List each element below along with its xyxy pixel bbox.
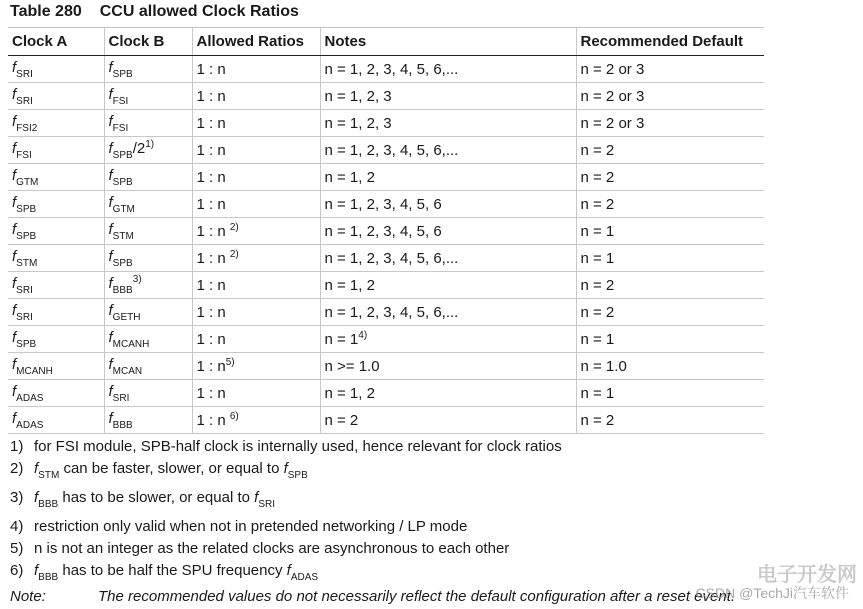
cell-clock-b (104, 353, 192, 380)
cell-allowed-ratio (192, 218, 320, 245)
cell-clock-b (104, 83, 192, 110)
cell-notes (320, 191, 576, 218)
ratio-text: 1 : n (196, 141, 226, 159)
ratio-text: 1 : n (196, 195, 226, 213)
cell-clock-b (104, 245, 192, 272)
notes-text: n = 1, 2 (324, 168, 375, 186)
footnote-item (10, 458, 562, 487)
ratio-text: 1 : n (196, 303, 226, 321)
ratio-text: 1 : n (196, 60, 226, 78)
footnote-number: 4) (10, 518, 24, 535)
footnote-text (34, 560, 318, 589)
clock-b-symbol: f (108, 166, 113, 184)
clock-a-symbol: f (12, 301, 17, 319)
clock-b-subscript: FSI (112, 122, 129, 134)
notes-text: n = 1, 2, 3, 4, 5, 6,... (324, 141, 459, 159)
clock-b-subscript: MCANH (112, 338, 150, 350)
clock-b-subscript: STM (112, 230, 134, 242)
cell-notes (320, 110, 576, 137)
clock-a-symbol: f (12, 139, 17, 157)
clock-a-subscript: FSI (16, 149, 32, 161)
clock-a-subscript: GTM (16, 176, 39, 188)
clock-b-subscript: SRI (112, 392, 130, 404)
ratio-text: 1 : n (196, 250, 230, 267)
footnote-subscript: BBB (38, 572, 59, 583)
ratio-text: 1 : n (196, 384, 226, 402)
notes-text: n = 1, 2 (324, 384, 375, 402)
footnote-number: 1) (10, 438, 24, 455)
footnote-symbol: f (34, 562, 39, 579)
cell-notes (320, 83, 576, 110)
clock-a-symbol: f (12, 193, 17, 211)
table-row (8, 326, 764, 353)
cell-notes (320, 245, 576, 272)
notes-footnote-ref: 4) (358, 330, 368, 341)
table-row (8, 56, 764, 83)
cell-allowed-ratio (192, 245, 320, 272)
cell-clock-b (104, 191, 192, 218)
clock-a-subscript: SPB (16, 230, 37, 242)
cell-allowed-ratio (192, 407, 320, 434)
cell-clock-a (8, 353, 104, 380)
cell-notes (320, 164, 576, 191)
cell-notes (320, 299, 576, 326)
header-clock-b: Clock B (104, 28, 192, 56)
footnote-number: 2) (10, 460, 24, 477)
clock-b-symbol: f (108, 382, 113, 400)
cell-recommended-default: n = 2 (576, 164, 764, 191)
cell-notes (320, 353, 576, 380)
header-notes: Notes (320, 28, 576, 56)
footnote-text (34, 436, 562, 458)
cell-clock-a (8, 164, 104, 191)
ratio-text: 1 : n (196, 358, 226, 375)
cell-allowed-ratio (192, 110, 320, 137)
clock-b-subscript: GETH (112, 311, 141, 323)
clock-b-symbol: f (108, 247, 113, 265)
cell-clock-a (8, 56, 104, 83)
notes-text: n = 1, 2, 3, 4, 5, 6,... (324, 249, 459, 267)
table-row (8, 191, 764, 218)
notes-text: n = 1, 2, 3 (324, 114, 392, 132)
clock-b-footnote-ref: 1) (145, 139, 155, 150)
cell-clock-a (8, 245, 104, 272)
cell-clock-b (104, 299, 192, 326)
cell-clock-a (8, 110, 104, 137)
clock-a-symbol: f (12, 382, 17, 400)
footnote-segment: has to be half the SPU frequency (58, 562, 287, 579)
clock-b-symbol: f (108, 85, 113, 103)
clock-a-subscript: ADAS (16, 419, 44, 431)
note (10, 588, 735, 605)
footnote-subscript: SRI (258, 499, 275, 510)
clock-b-symbol: f (108, 140, 113, 157)
clock-b-symbol: f (108, 355, 113, 373)
cell-recommended-default: n = 2 or 3 (576, 110, 764, 137)
notes-text: n = 1, 2, 3, 4, 5, 6 (324, 195, 442, 213)
footnote-segment: n is not an integer as the related clocks are asynchronous to each other (34, 540, 510, 557)
clock-b-symbol: f (108, 275, 113, 292)
footnote-subscript: SPB (287, 470, 308, 481)
clock-a-subscript: SRI (16, 68, 33, 80)
clock-b-suffix: /2 (132, 140, 146, 157)
cell-clock-b (104, 164, 192, 191)
cell-recommended-default: n = 2 (576, 137, 764, 164)
notes-text: n = 2 (324, 411, 359, 429)
footnote-subscript: STM (38, 470, 60, 481)
ratio-text: 1 : n (196, 412, 230, 429)
cell-clock-b (104, 407, 192, 434)
clock-b-footnote-ref: 3) (132, 274, 142, 285)
footnote-text (34, 458, 308, 487)
ratio-text: 1 : n (196, 168, 226, 186)
clock-b-symbol: f (108, 193, 113, 211)
cell-clock-b (104, 137, 192, 164)
cell-notes (320, 218, 576, 245)
cell-allowed-ratio (192, 164, 320, 191)
table-row (8, 245, 764, 272)
clock-b-subscript: SPB (112, 176, 133, 188)
clock-b-subscript: BBB (112, 285, 133, 296)
clock-b-subscript: SPB (112, 150, 133, 161)
notes-text: n = 1, 2, 3, 4, 5, 6 (324, 222, 442, 240)
clock-a-subscript: FSI2 (16, 122, 38, 134)
footnote-subscript: ADAS (290, 572, 319, 583)
cell-notes (320, 326, 576, 353)
cell-allowed-ratio (192, 380, 320, 407)
cell-clock-a (8, 272, 104, 299)
cell-recommended-default: n = 1 (576, 245, 764, 272)
header-clock-a: Clock A (8, 28, 104, 56)
cell-recommended-default: n = 2 or 3 (576, 83, 764, 110)
clock-b-symbol: f (108, 220, 113, 238)
table-header-row (8, 28, 764, 56)
clock-a-subscript: SPB (16, 203, 37, 215)
cell-allowed-ratio (192, 353, 320, 380)
footnote-segment: for FSI module, SPB-half clock is internally used, hence relevant for clock ratios (34, 438, 562, 455)
clock-b-subscript: SPB (112, 257, 133, 269)
cell-clock-b (104, 110, 192, 137)
cell-recommended-default: n = 2 (576, 272, 764, 299)
clock-a-symbol: f (12, 328, 17, 346)
footnote-segment: can be faster, slower, or equal to (59, 460, 284, 477)
ratio-footnote-ref: 2) (229, 249, 239, 260)
cell-allowed-ratio (192, 56, 320, 83)
clock-b-symbol: f (108, 301, 113, 319)
clock-a-subscript: MCANH (16, 365, 53, 377)
cell-clock-b (104, 56, 192, 83)
cell-recommended-default: n = 1.0 (576, 353, 764, 380)
clock-a-symbol: f (12, 112, 17, 130)
table-row (8, 137, 764, 164)
cell-notes (320, 407, 576, 434)
notes-text: n = 1 (324, 331, 359, 348)
footnote-segment: has to be slower, or equal to (58, 489, 255, 506)
clock-a-symbol: f (12, 85, 17, 103)
ratio-footnote-ref: 6) (229, 411, 239, 422)
clock-a-subscript: SRI (16, 311, 33, 323)
table-caption (10, 3, 299, 21)
clock-b-subscript: MCAN (112, 365, 143, 377)
cell-recommended-default: n = 2 (576, 299, 764, 326)
header-recommended-default: Recommended Default (576, 28, 764, 56)
cell-clock-b (104, 380, 192, 407)
cell-allowed-ratio (192, 326, 320, 353)
footnote-item (10, 487, 562, 516)
watermark-logo: 电子开发网 (757, 564, 857, 586)
footnote-text (34, 487, 275, 516)
cell-clock-b (104, 326, 192, 353)
table-number: Table 280 (10, 3, 82, 20)
cell-clock-a (8, 83, 104, 110)
footnotes (10, 436, 562, 589)
table-row (8, 353, 764, 380)
cell-notes (320, 56, 576, 83)
table-row (8, 218, 764, 245)
table-row (8, 407, 764, 434)
cell-notes (320, 272, 576, 299)
footnote-item (10, 560, 562, 589)
cell-clock-a (8, 137, 104, 164)
cell-clock-a (8, 218, 104, 245)
footnote-text (34, 516, 467, 538)
cell-clock-a (8, 380, 104, 407)
clock-b-symbol: f (108, 409, 113, 427)
cell-allowed-ratio (192, 191, 320, 218)
table-row (8, 380, 764, 407)
footnote-symbol: f (286, 562, 291, 579)
notes-text: n = 1, 2 (324, 276, 375, 294)
footnote-segment: restriction only valid when not in pretended networking / LP mode (34, 518, 468, 535)
table-row (8, 83, 764, 110)
cell-recommended-default: n = 1 (576, 380, 764, 407)
cell-allowed-ratio (192, 137, 320, 164)
clock-a-symbol: f (12, 274, 17, 292)
ratio-footnote-ref: 5) (225, 357, 235, 368)
clock-a-symbol: f (12, 409, 17, 427)
cell-clock-a (8, 326, 104, 353)
footnote-number: 3) (10, 489, 24, 506)
cell-clock-b (104, 218, 192, 245)
clock-b-subscript: FSI (112, 95, 129, 107)
clock-b-symbol: f (108, 112, 113, 130)
clock-a-symbol: f (12, 166, 17, 184)
cell-clock-a (8, 407, 104, 434)
clock-a-symbol: f (12, 58, 17, 76)
footnote-item (10, 516, 562, 538)
table-row (8, 164, 764, 191)
footnote-number: 5) (10, 540, 24, 557)
cell-clock-b (104, 272, 192, 299)
header-allowed-ratios: Allowed Ratios (192, 28, 320, 56)
clock-ratio-table (8, 27, 764, 434)
footnote-text (34, 538, 509, 560)
ratio-text: 1 : n (196, 114, 226, 132)
clock-b-symbol: f (108, 328, 113, 346)
notes-text: n >= 1.0 (324, 357, 380, 375)
cell-recommended-default: n = 1 (576, 218, 764, 245)
cell-clock-a (8, 299, 104, 326)
watermark: CSDN @TechJi汽车软件 (695, 585, 849, 601)
ratio-footnote-ref: 2) (229, 222, 239, 233)
clock-a-symbol: f (12, 355, 17, 373)
clock-a-subscript: SRI (16, 95, 33, 107)
clock-a-symbol: f (12, 247, 17, 265)
cell-recommended-default: n = 1 (576, 326, 764, 353)
footnote-symbol: f (34, 489, 39, 506)
footnote-number: 6) (10, 562, 24, 579)
clock-b-symbol: f (108, 58, 113, 76)
cell-recommended-default: n = 2 (576, 407, 764, 434)
table-title: CCU allowed Clock Ratios (99, 3, 299, 20)
ratio-text: 1 : n (196, 223, 230, 240)
cell-recommended-default: n = 2 (576, 191, 764, 218)
clock-b-subscript: GTM (112, 203, 135, 215)
ratio-text: 1 : n (196, 87, 226, 105)
footnote-subscript: BBB (38, 499, 59, 510)
cell-clock-a (8, 191, 104, 218)
cell-allowed-ratio (192, 83, 320, 110)
footnote-symbol: f (34, 460, 39, 477)
cell-recommended-default: n = 2 or 3 (576, 56, 764, 83)
footnote-item (10, 436, 562, 458)
clock-a-subscript: SRI (16, 284, 33, 296)
cell-notes (320, 380, 576, 407)
note-label: Note: (10, 588, 46, 605)
table-row (8, 272, 764, 299)
cell-notes (320, 137, 576, 164)
footnote-symbol: f (254, 489, 259, 506)
clock-a-subscript: SPB (16, 338, 37, 350)
cell-allowed-ratio (192, 272, 320, 299)
clock-a-symbol: f (12, 220, 17, 238)
table-row (8, 110, 764, 137)
notes-text: n = 1, 2, 3 (324, 87, 392, 105)
cell-allowed-ratio (192, 299, 320, 326)
clock-a-subscript: STM (16, 257, 38, 269)
footnote-item (10, 538, 562, 560)
ratio-text: 1 : n (196, 330, 226, 348)
clock-a-subscript: ADAS (16, 392, 44, 404)
notes-text: n = 1, 2, 3, 4, 5, 6,... (324, 303, 459, 321)
footnote-symbol: f (283, 460, 288, 477)
clock-b-subscript: SPB (112, 68, 133, 80)
note-text: The recommended values do not necessarily reflect the default configuration after a reset event. (98, 588, 736, 605)
notes-text: n = 1, 2, 3, 4, 5, 6,... (324, 60, 459, 78)
ratio-text: 1 : n (196, 276, 226, 294)
clock-b-subscript: BBB (112, 419, 133, 431)
table-row (8, 299, 764, 326)
